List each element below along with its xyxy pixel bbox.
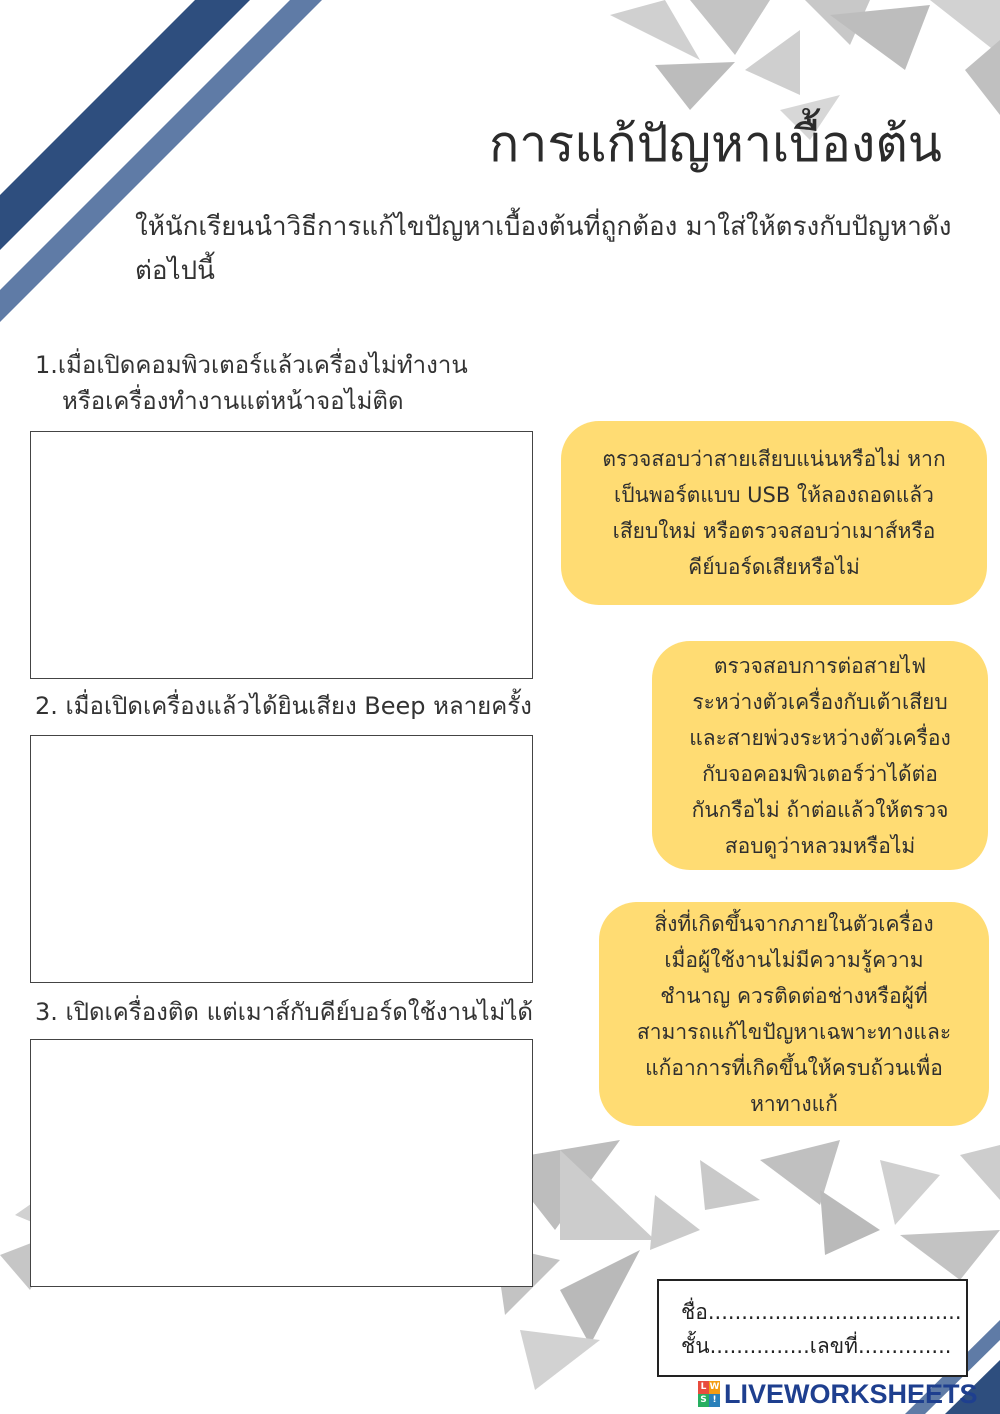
question-2 (35, 688, 532, 724)
answer-card-3-line: หาทางแก้ (750, 1092, 838, 1116)
triangle-bottom-10 (760, 1140, 840, 1205)
logo-mark-letter: W (709, 1382, 720, 1392)
answer-card-1-line: ตรวจสอบว่าสายเสียบแน่นหรือไม่ หาก (602, 447, 946, 471)
question-3 (35, 994, 533, 1030)
student-name-row (681, 1295, 966, 1329)
triangle-bottom-11 (820, 1190, 880, 1255)
triangle-bottom-12 (880, 1160, 940, 1225)
logo-mark-letter: S (698, 1394, 709, 1407)
triangle-top-7 (930, 0, 1000, 55)
triangle-top-3 (655, 62, 735, 110)
triangle-top-8 (965, 40, 1000, 115)
instruction-text: ให้นักเรียนนำวิธีการแก้ไขปัญหาเบื้องต้นที่ถูกต้อง มาใส่ให้ตรงกับปัญหาดังต่อไปนี้ (135, 212, 952, 286)
answer-card-1-line: คีย์บอร์ดเสียหรือไม่ (688, 555, 860, 579)
answer-card-3-line: เมื่อผู้ใช้งานไม่มีความรู้ความ (664, 948, 924, 972)
question-3-line-1: 3. เปิดเครื่องติด แต่เมาส์กับคีย์บอร์ดใช้งานไม่ได้ (35, 998, 533, 1026)
question-1-line-1: 1.เมื่อเปิดคอมพิวเตอร์แล้วเครื่องไม่ทำงาน (35, 351, 468, 379)
student-info-box (657, 1279, 968, 1377)
answer-card-2-line: ระหว่างตัวเครื่องกับเต้าเสียบ (692, 689, 948, 714)
question-1-line-2: หรือเครื่องทำงานแต่หน้าจอไม่ติด (62, 387, 404, 415)
answer-card-2[interactable] (652, 641, 988, 870)
number-dots: .............. (858, 1334, 952, 1358)
answer-card-2-line: สอบดูว่าหลวมหรือไม่ (724, 833, 916, 858)
triangle-bottom-9 (700, 1160, 760, 1210)
answer-card-1[interactable] (561, 421, 987, 605)
class-label: ชั้น (681, 1334, 710, 1358)
class-dots: ............... (709, 1334, 810, 1358)
triangle-bottom-14 (960, 1145, 1000, 1200)
triangle-top-4 (745, 30, 800, 95)
logo-mark-icon (698, 1381, 720, 1407)
answer-card-2-line: กับจอคอมพิวเตอร์ว่าได้ต่อ (702, 761, 938, 786)
answer-card-3-line: สามารถแก้ไขปัญหาเฉพาะทางและ (636, 1020, 952, 1044)
answer-card-1-line: เสียบใหม่ หรือตรวจสอบว่าเมาส์หรือ (612, 519, 936, 543)
drop-zone-question-1[interactable] (30, 431, 533, 679)
logo-mark-letter: ! (709, 1394, 720, 1407)
triangle-bottom-8 (650, 1195, 700, 1250)
number-label: เลขที่ (809, 1334, 858, 1358)
drop-zone-question-3[interactable] (30, 1039, 533, 1287)
triangle-bottom-6 (560, 1250, 640, 1345)
answer-card-2-line: กันกรือไม่ ถ้าต่อแล้วให้ตรวจ (691, 797, 949, 822)
triangle-top-1 (610, 0, 700, 60)
question-2-line-1: 2. เมื่อเปิดเครื่องแล้วได้ยินเสียง Beep หลายครั้ง (35, 692, 532, 720)
answer-card-3[interactable] (599, 902, 989, 1126)
triangle-bottom-7 (520, 1330, 600, 1390)
logo-text: LIVEWORKSHEETS (724, 1378, 978, 1409)
answer-card-3-line: แก้อาการที่เกิดขึ้นให้ครบถ้วนเพื่อ (645, 1056, 943, 1080)
name-label: ชื่อ (681, 1300, 708, 1324)
logo-mark-letter: L (698, 1381, 709, 1394)
liveworksheets-logo (698, 1378, 978, 1410)
student-class-row (681, 1329, 966, 1363)
question-1 (35, 347, 468, 419)
triangle-bottom-4 (560, 1150, 655, 1240)
page-title: การแก้ปัญหาเบื้องต้น (488, 115, 942, 173)
name-dots: ...................................... (707, 1300, 962, 1324)
answer-card-2-line: และสายพ่วงระหว่างตัวเครื่อง (689, 725, 951, 750)
answer-card-1-line: เป็นพอร์ตแบบ USB ให้ลองถอดแล้ว (614, 483, 934, 507)
drop-zone-question-2[interactable] (30, 735, 533, 983)
answer-card-2-line: ตรวจสอบการต่อสายไฟ (713, 653, 927, 678)
triangle-bottom-13 (900, 1230, 1000, 1280)
answer-card-3-line: สิ่งที่เกิดขึ้นจากภายในตัวเครื่อง (654, 912, 934, 936)
answer-card-3-line: ชำนาญ ควรติดต่อช่างหรือผู้ที่ (660, 984, 928, 1008)
triangle-top-2 (690, 0, 770, 55)
